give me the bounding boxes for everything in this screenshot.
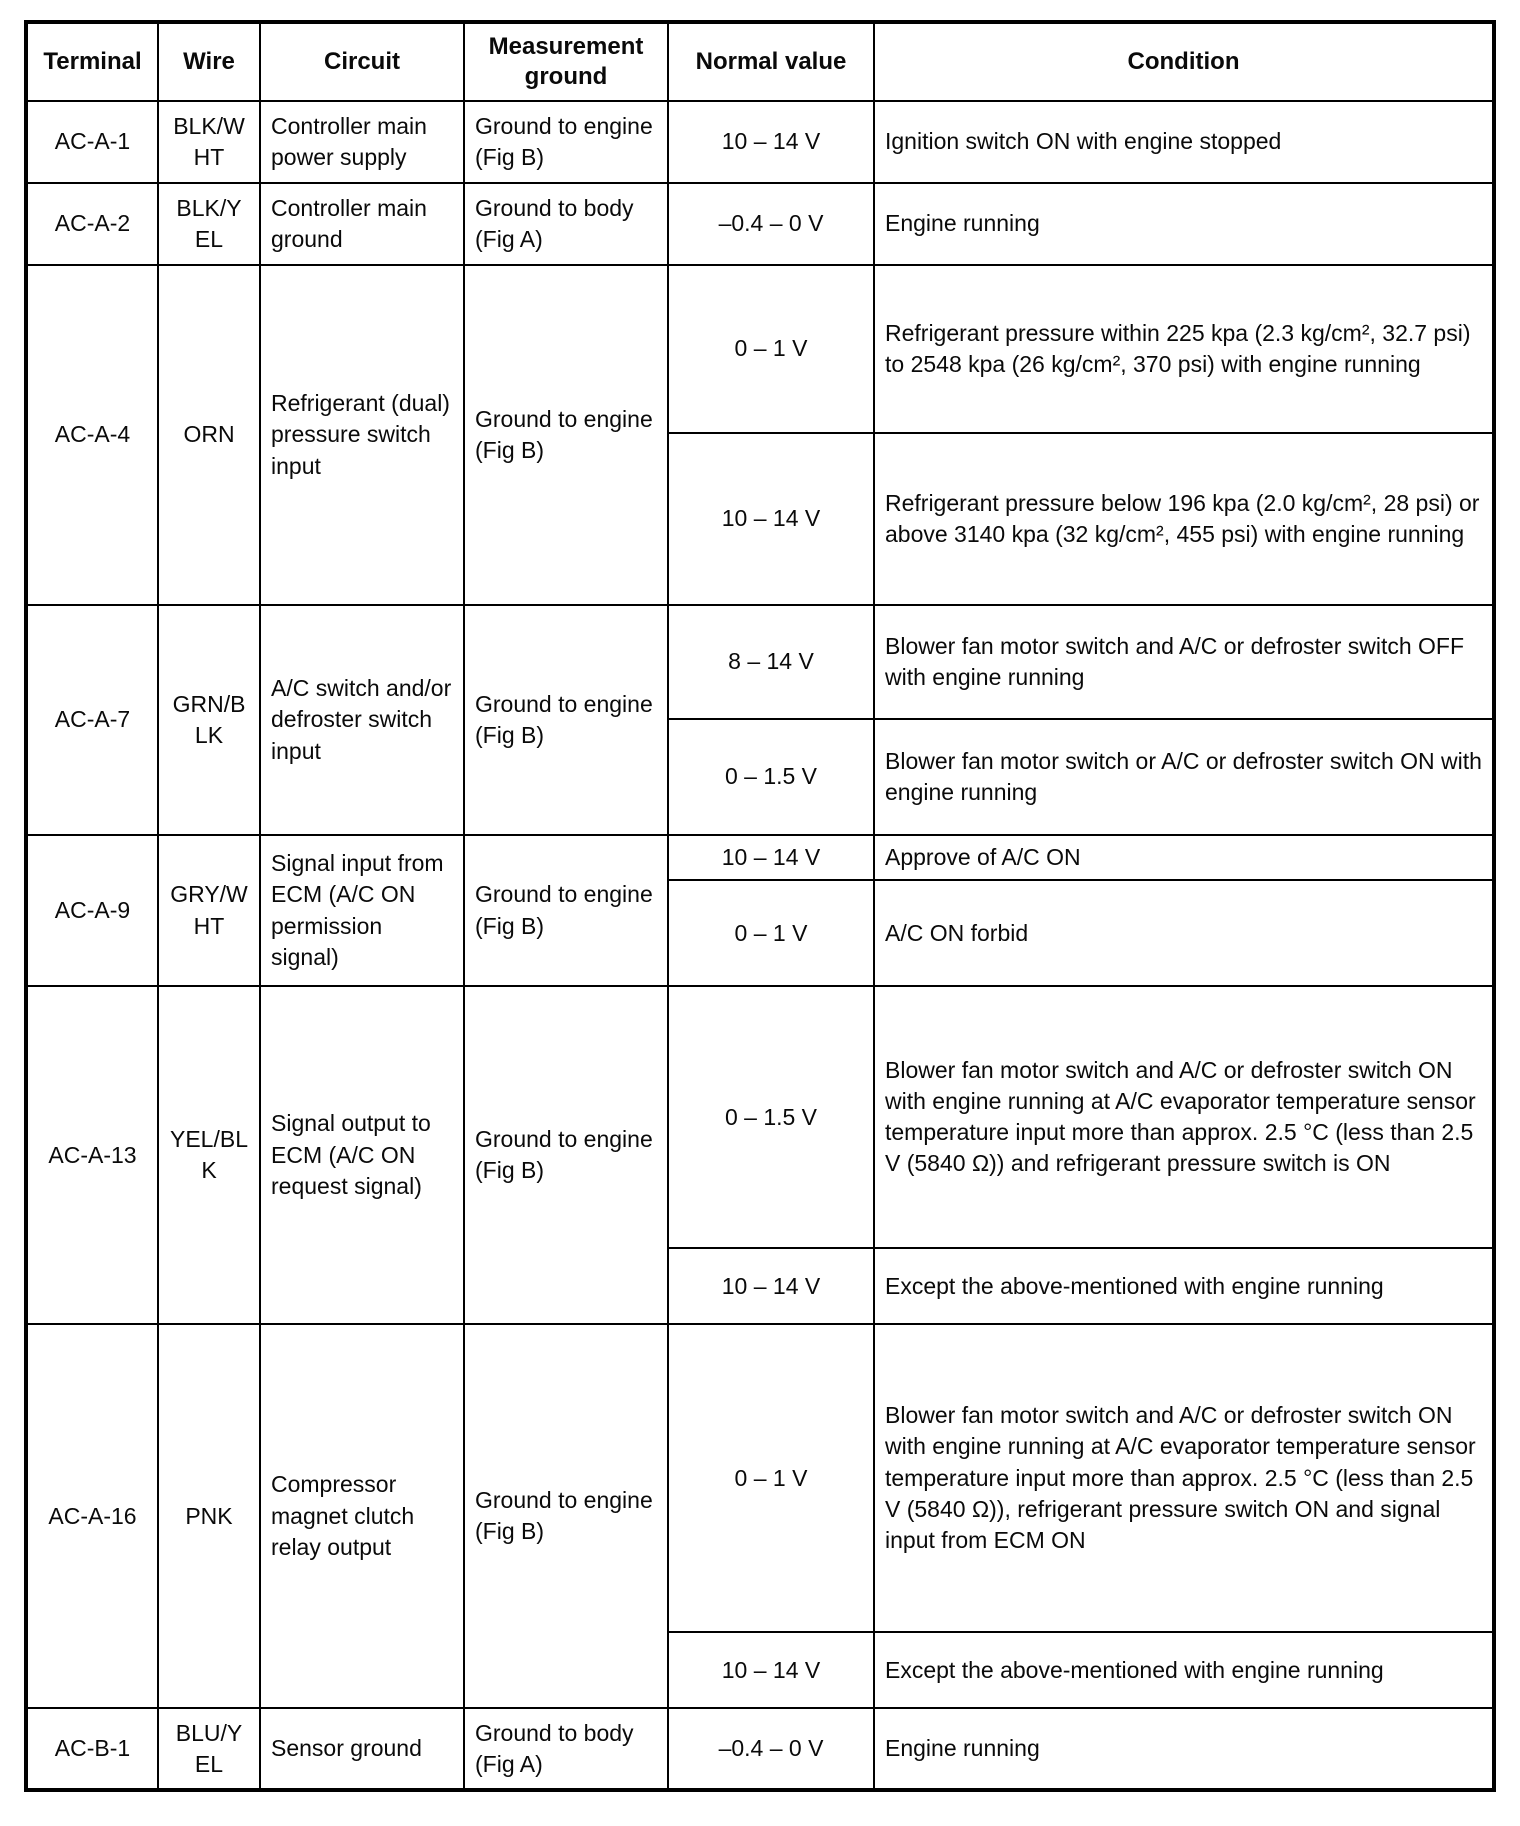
terminal-cell: AC-A-4 [26,265,158,605]
condition-cell: Refrigerant pressure below 196 kpa (2.0 kg/cm², 28 psi) or above 3140 kpa (32 kg/cm², 455 psi) with engine running [874,433,1494,605]
circuit-cell: Compressor magnet clutch relay output [260,1324,464,1708]
normal-value-cell: 0 – 1 V [668,265,874,433]
normal-value-cell: 0 – 1.5 V [668,719,874,835]
wire-cell: ORN [158,265,260,605]
header-wire: Wire [158,22,260,101]
normal-value-cell: 10 – 14 V [668,101,874,183]
table-row [26,605,1494,719]
wire-cell: GRY/WHT [158,835,260,986]
wire-cell: BLK/YEL [158,183,260,265]
terminal-voltage-table [24,20,1496,1792]
header-measurement-ground: Measurement ground [464,22,668,101]
measurement-ground-cell: Ground to engine (Fig B) [464,265,668,605]
measurement-ground-cell: Ground to body (Fig A) [464,1708,668,1790]
wire-cell: PNK [158,1324,260,1708]
circuit-cell: Signal input from ECM (A/C ON permission signal) [260,835,464,986]
table-row [26,265,1494,433]
table-row [26,1324,1494,1632]
table-row [26,1708,1494,1790]
condition-cell: Engine running [874,183,1494,265]
normal-value-cell: 10 – 14 V [668,835,874,880]
normal-value-cell: 8 – 14 V [668,605,874,719]
table-row [26,101,1494,183]
wire-cell: BLK/WHT [158,101,260,183]
condition-cell: Except the above-mentioned with engine running [874,1248,1494,1324]
normal-value-cell: 10 – 14 V [668,1632,874,1708]
circuit-cell: Controller main power supply [260,101,464,183]
terminal-cell: AC-A-13 [26,986,158,1324]
circuit-cell: Controller main ground [260,183,464,265]
condition-cell: Ignition switch ON with engine stopped [874,101,1494,183]
table-row [26,835,1494,880]
normal-value-cell: –0.4 – 0 V [668,183,874,265]
condition-cell: Approve of A/C ON [874,835,1494,880]
terminal-cell: AC-A-9 [26,835,158,986]
normal-value-cell: –0.4 – 0 V [668,1708,874,1790]
normal-value-cell: 10 – 14 V [668,1248,874,1324]
normal-value-cell: 0 – 1 V [668,880,874,986]
normal-value-cell: 0 – 1 V [668,1324,874,1632]
circuit-cell: A/C switch and/or defroster switch input [260,605,464,835]
condition-cell: Blower fan motor switch and A/C or defroster switch ON with engine running at A/C evaporator temperature sensor temperature input more than approx. 2.5 °C (less than 2.5 V (5840 Ω)), refrigerant pressure switch ON and signal input from ECM ON [874,1324,1494,1632]
header-circuit: Circuit [260,22,464,101]
wire-cell: GRN/BLK [158,605,260,835]
table-row [26,183,1494,265]
measurement-ground-cell: Ground to engine (Fig B) [464,986,668,1324]
condition-cell: Refrigerant pressure within 225 kpa (2.3 kg/cm², 32.7 psi) to 2548 kpa (26 kg/cm², 370 psi) with engine running [874,265,1494,433]
header-normal-value: Normal value [668,22,874,101]
circuit-cell: Refrigerant (dual) pressure switch input [260,265,464,605]
header-condition: Condition [874,22,1494,101]
wire-cell: BLU/YEL [158,1708,260,1790]
circuit-cell: Signal output to ECM (A/C ON request signal) [260,986,464,1324]
header-row [26,22,1494,101]
measurement-ground-cell: Ground to engine (Fig B) [464,835,668,986]
terminal-cell: AC-B-1 [26,1708,158,1790]
normal-value-cell: 0 – 1.5 V [668,986,874,1248]
terminal-cell: AC-A-7 [26,605,158,835]
normal-value-cell: 10 – 14 V [668,433,874,605]
condition-cell: Blower fan motor switch and A/C or defroster switch ON with engine running at A/C evaporator temperature sensor temperature input more than approx. 2.5 °C (less than 2.5 V (5840 Ω)) and refrigerant pressure switch is ON [874,986,1494,1248]
terminal-cell: AC-A-2 [26,183,158,265]
condition-cell: Blower fan motor switch or A/C or defroster switch ON with engine running [874,719,1494,835]
circuit-cell: Sensor ground [260,1708,464,1790]
header-terminal: Terminal [26,22,158,101]
measurement-ground-cell: Ground to engine (Fig B) [464,605,668,835]
condition-cell: Blower fan motor switch and A/C or defroster switch OFF with engine running [874,605,1494,719]
condition-cell: A/C ON forbid [874,880,1494,986]
measurement-ground-cell: Ground to engine (Fig B) [464,1324,668,1708]
terminal-cell: AC-A-1 [26,101,158,183]
measurement-ground-cell: Ground to engine (Fig B) [464,101,668,183]
terminal-cell: AC-A-16 [26,1324,158,1708]
wire-cell: YEL/BLK [158,986,260,1324]
condition-cell: Engine running [874,1708,1494,1790]
measurement-ground-cell: Ground to body (Fig A) [464,183,668,265]
condition-cell: Except the above-mentioned with engine running [874,1632,1494,1708]
table-row [26,986,1494,1248]
